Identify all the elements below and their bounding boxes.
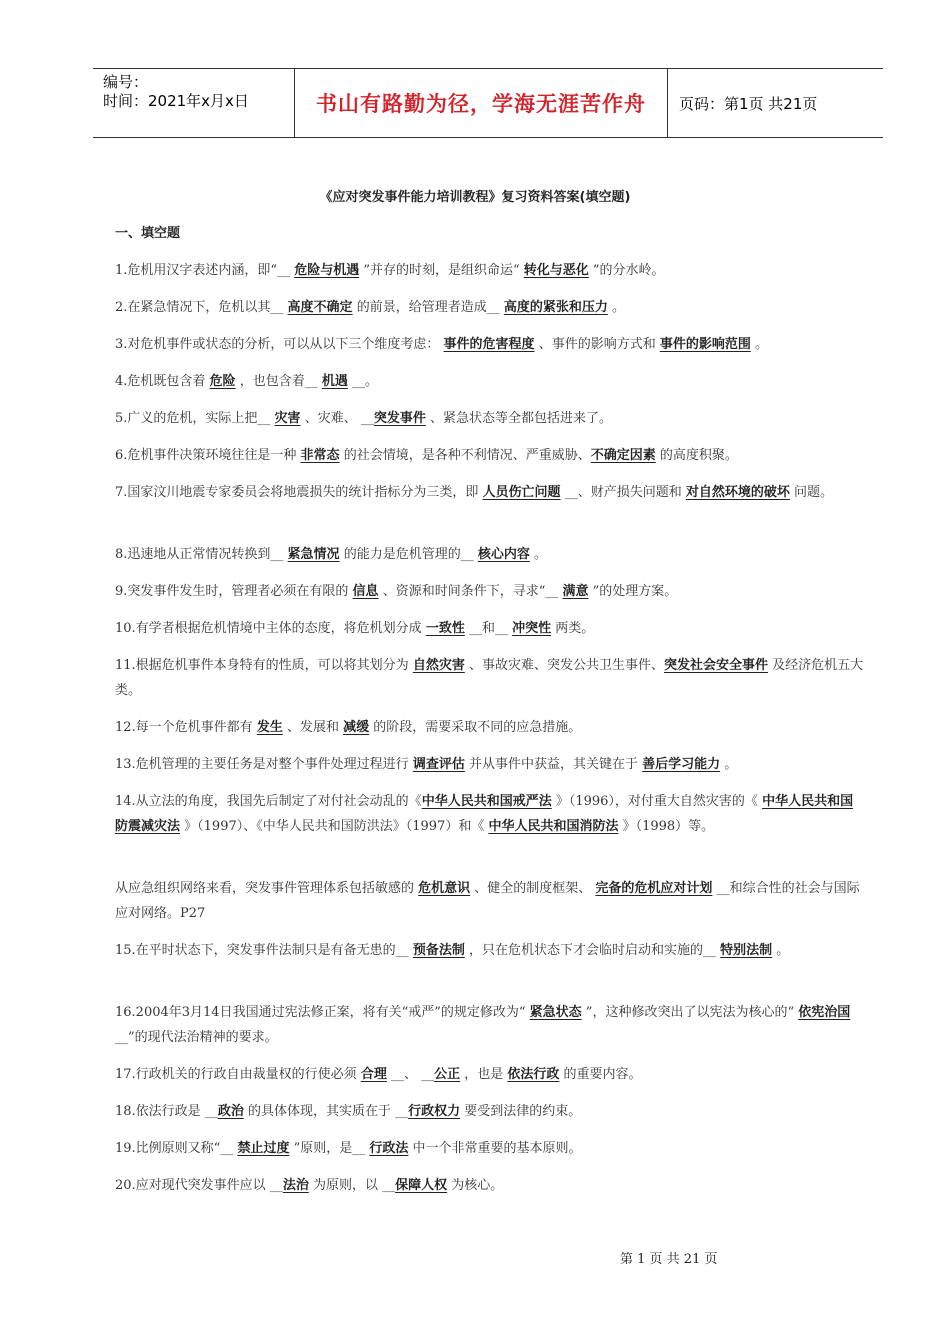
- answer-blank: 一致性: [425, 621, 465, 636]
- question-text: 的重要内容。: [559, 1067, 642, 1082]
- answer-blank: 减缓: [343, 720, 370, 735]
- question-text: 10.有学者根据危机情境中主体的态度，将危机划分成: [115, 621, 426, 636]
- question-text: 18.依法行政是 __: [115, 1104, 218, 1119]
- question-text: 7.国家汶川地震专家委员会将地震损失的统计指标分为三类，即: [115, 485, 483, 500]
- answer-blank: 对自然环境的破坏: [685, 485, 790, 500]
- question-item: [115, 332, 865, 357]
- answer-blank: 突发社会安全事件: [663, 658, 768, 673]
- answer-blank: 中华人民共和国消防法: [488, 819, 619, 834]
- answer-blank: 合理: [360, 1067, 387, 1082]
- question-item: [115, 406, 865, 431]
- question-text: 4.危机既包含着: [115, 374, 210, 389]
- question-item: [115, 752, 865, 777]
- question-text: 》（1997）、《中华人民共和国防洪法》（1997）和《: [180, 819, 489, 834]
- question-text: 16.2004年3月14日我国通过宪法修正案，将有关“戒严”的规定修改为“: [115, 1005, 530, 1020]
- answer-blank: 公正: [434, 1067, 461, 1082]
- question-text: 》（1998）等。: [618, 819, 715, 834]
- answer-blank: 依法行政: [507, 1067, 560, 1082]
- answer-blank: 突发事件: [373, 411, 426, 426]
- answer-blank: 危机意识: [418, 881, 471, 896]
- page-header: [93, 68, 883, 138]
- question-text: 问题。: [789, 485, 833, 500]
- header-motto: 书山有路勤为径，学海无涯苦作舟: [316, 92, 646, 116]
- question-text: 、资源和时间条件下，寻求“__: [378, 584, 563, 599]
- question-text: 8.迅速地从正常情况转换到__: [115, 547, 288, 562]
- answer-blank: 禁止过度: [237, 1141, 290, 1156]
- answer-blank: 依宪治国: [798, 1005, 851, 1020]
- question-text: 6.危机事件决策环境往往是一种: [115, 448, 301, 463]
- question-text: ，也是: [460, 1067, 508, 1082]
- question-text: 3.对危机事件或状态的分析，可以从以下三个维度考虑：: [115, 337, 444, 352]
- question-item: [115, 542, 865, 567]
- document-title: 《应对突发事件能力培训教程》复习资料答案(填空题): [319, 190, 631, 205]
- question-text: 19.比例原则又称“__: [115, 1141, 238, 1156]
- answer-blank: 事件的影响范围: [659, 337, 751, 352]
- question-text: 。: [720, 757, 738, 772]
- answer-blank: 人员伤亡问题: [482, 485, 561, 500]
- answer-blank: 紧急情况: [287, 547, 340, 562]
- question-text: __和综合性的社会与国际应对网络。P27: [115, 881, 860, 921]
- question-text: 的具体体现，其实质在于 __: [243, 1104, 409, 1119]
- question-text: 。: [607, 300, 625, 315]
- answer-blank: 法治: [282, 1178, 309, 1193]
- question-item: [115, 876, 865, 926]
- question-text: 的社会情境，是各种不利情况、严重威胁、: [339, 448, 591, 463]
- answer-blank: 行政权力: [408, 1104, 461, 1119]
- question-text: 》（1996），对付重大自然灾害的《: [551, 794, 763, 809]
- header-meta: [103, 73, 293, 111]
- question-text: 两类。: [551, 621, 595, 636]
- question-text: 、发展和: [282, 720, 344, 735]
- question-text: 9.突发事件发生时，管理者必须在有限的: [115, 584, 353, 599]
- question-text: 、事件的影响方式和: [534, 337, 660, 352]
- question-text: 中一个非常重要的基本原则。: [408, 1141, 582, 1156]
- answer-blank: 核心内容: [477, 547, 530, 562]
- question-text: 。: [529, 547, 547, 562]
- doc-number-label: 编号：: [103, 73, 149, 91]
- answer-blank: 机遇: [321, 374, 348, 389]
- question-item: [115, 258, 865, 283]
- answer-blank: 完备的危机应对计划: [595, 881, 713, 896]
- question-text: 的前景，给管理者造成__: [352, 300, 504, 315]
- question-item: [115, 616, 865, 641]
- question-text: 的能力是危机管理的__: [339, 547, 478, 562]
- answer-blank: 不确定因素: [590, 448, 656, 463]
- answer-blank: 调查评估: [412, 757, 465, 772]
- answer-blank: 预备法制: [412, 943, 465, 958]
- question-text: 的阶段，需要采取不同的应急措施。: [369, 720, 582, 735]
- question-text: 1.危机用汉字表述内涵，即“__: [115, 263, 295, 278]
- header-divider: [667, 69, 668, 137]
- answer-blank: 中华人民共和国防震减灾法: [115, 794, 854, 834]
- page-footer: 第 1 页 共 21 页: [620, 1252, 718, 1267]
- question-text: ”并存的时刻，是组织命运“: [359, 263, 524, 278]
- question-item: [115, 1136, 865, 1161]
- question-item: [115, 369, 865, 394]
- question-text: 。: [772, 943, 790, 958]
- question-item: [115, 789, 865, 839]
- answer-blank: 行政法: [369, 1141, 409, 1156]
- question-text: 为核心。: [447, 1178, 504, 1193]
- answer-blank: 中华人民共和国戒严法: [421, 794, 552, 809]
- question-text: __”的现代法治精神的要求。: [115, 1030, 278, 1045]
- question-text: __和__: [464, 621, 513, 636]
- answer-blank: 善后学习能力: [642, 757, 721, 772]
- question-text: 、灾难、 __: [300, 411, 374, 426]
- question-text: ”原则，是__: [289, 1141, 370, 1156]
- answer-blank: 保障人权: [395, 1178, 448, 1193]
- answer-blank: 危险: [209, 374, 236, 389]
- answer-blank: 危险与机遇: [294, 263, 360, 278]
- question-text: 。: [750, 337, 768, 352]
- answer-blank: 发生: [256, 720, 283, 735]
- answer-blank: 自然灾害: [412, 658, 465, 673]
- question-text: 20.应对现代突发事件应以 __: [115, 1178, 283, 1193]
- answer-blank: 紧急状态: [529, 1005, 582, 1020]
- question-text: 5.广义的危机，实际上把__: [115, 411, 275, 426]
- question-item: [115, 480, 865, 505]
- question-item: [115, 1173, 865, 1198]
- answer-blank: 转化与恶化: [523, 263, 589, 278]
- question-text: __、 __: [386, 1067, 435, 1082]
- question-text: 为原则，以 __: [308, 1178, 396, 1193]
- answer-blank: 高度的紧张和压力: [503, 300, 608, 315]
- question-item: [115, 1062, 865, 1087]
- question-text: 要受到法律的约束。: [460, 1104, 582, 1119]
- question-text: 并从事件中获益，其关键在于: [464, 757, 643, 772]
- doc-time-label: 时间：2021年x月x日: [103, 92, 249, 110]
- question-text: ，也包含着__: [235, 374, 322, 389]
- question-item: [115, 579, 865, 604]
- question-text: 13.危机管理的主要任务是对整个事件处理过程进行: [115, 757, 413, 772]
- question-item: [115, 938, 865, 963]
- section-heading: 一、填空题: [115, 226, 181, 241]
- answer-blank: 特别法制: [720, 943, 773, 958]
- question-text: 12.每一个危机事件都有: [115, 720, 257, 735]
- question-text: 、事故灾难、突发公共卫生事件、: [464, 658, 664, 673]
- answer-blank: 政治: [217, 1104, 244, 1119]
- question-text: 17.行政机关的行政自由裁量权的行使必须: [115, 1067, 361, 1082]
- question-item: [115, 715, 865, 740]
- question-item: [115, 1099, 865, 1124]
- question-text: ”的分水岭。: [588, 263, 665, 278]
- answer-blank: 信息: [352, 584, 379, 599]
- question-item: [115, 443, 865, 468]
- question-text: __、财产损失问题和: [560, 485, 686, 500]
- question-text: ，只在危机状态下才会临时启动和实施的__: [464, 943, 721, 958]
- question-text: 从应急组织网络来看，突发事件管理体系包括敏感的: [115, 881, 419, 896]
- question-text: 、健全的制度框架、: [470, 881, 596, 896]
- question-text: 及经济危机五大类。: [115, 658, 864, 698]
- question-text: ”，这种修改突出了以宪法为核心的“: [581, 1005, 799, 1020]
- question-text: __。: [347, 374, 378, 389]
- answer-blank: 灾害: [274, 411, 301, 426]
- question-text: 的高度积聚。: [655, 448, 738, 463]
- question-item: [115, 1000, 865, 1050]
- question-text: ”的处理方案。: [588, 584, 678, 599]
- question-text: 11.根据危机事件本身特有的性质，可以将其划分为: [115, 658, 413, 673]
- question-text: 2.在紧急情况下，危机以其__: [115, 300, 288, 315]
- header-page-info: 页码：第1页 共21页: [679, 95, 818, 113]
- question-text: 、紧急状态等全都包括进来了。: [425, 411, 612, 426]
- question-text: 15.在平时状态下，突发事件法制只是有备无患的__: [115, 943, 413, 958]
- answer-blank: 满意: [562, 584, 589, 599]
- answer-blank: 事件的危害程度: [443, 337, 535, 352]
- answer-blank: 非常态: [300, 448, 340, 463]
- answer-blank: 高度不确定: [287, 300, 353, 315]
- answer-blank: 冲突性: [512, 621, 552, 636]
- question-item: [115, 653, 865, 703]
- question-text: 14.从立法的角度，我国先后制定了对付社会动乱的《: [115, 794, 422, 809]
- question-item: [115, 295, 865, 320]
